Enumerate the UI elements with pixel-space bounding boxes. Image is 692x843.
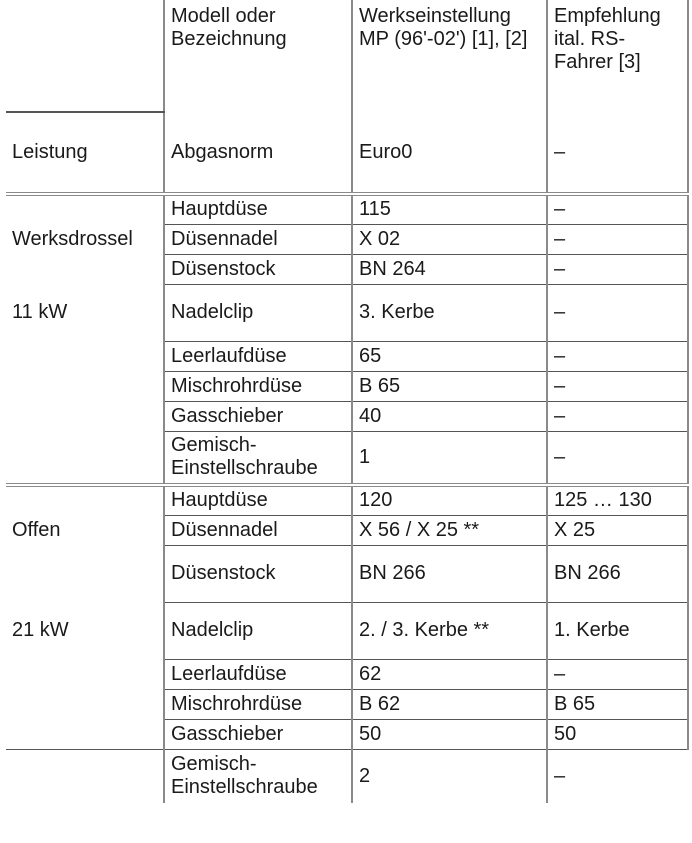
header-recommendation: Empfehlung ital. RS-Fahrer [3] — [547, 0, 688, 112]
cell-factory: B 62 — [352, 689, 547, 719]
header-factory-setting: Werkseinstellung MP (96'-02') [1], [2] — [352, 0, 547, 112]
cell-recommendation: X 25 — [547, 515, 688, 545]
header-row — [6, 0, 688, 112]
cell-recommendation: – — [547, 659, 688, 689]
table-row — [6, 659, 688, 689]
cell-name: Leerlaufdüse — [164, 659, 352, 689]
cell-recommendation: 1. Kerbe — [547, 602, 688, 659]
table-row — [6, 431, 688, 485]
table-row — [6, 401, 688, 431]
table-row-leistung — [6, 112, 688, 194]
cell-name: Nadelclip — [164, 284, 352, 341]
cell-name: Hauptdüse — [164, 485, 352, 515]
table-row — [6, 194, 688, 224]
cell-factory: 115 — [352, 194, 547, 224]
table-row — [6, 602, 688, 659]
cell-name: Düsenstock — [164, 545, 352, 602]
cell-factory: Euro0 — [352, 112, 547, 194]
cell-recommendation: 125 … 130 — [547, 485, 688, 515]
cell-recommendation: B 65 — [547, 689, 688, 719]
cell-name: Mischrohrdüse — [164, 689, 352, 719]
cell-name: Gemisch-Einstellschraube — [164, 431, 352, 485]
section-label-werksdrossel: Werksdrossel — [12, 227, 133, 250]
section-sublabel-11kw: 11 kW — [12, 301, 68, 323]
header-empty — [6, 0, 164, 112]
cell-factory: BN 264 — [352, 254, 547, 284]
table-row — [6, 749, 688, 803]
carburetor-settings-table — [6, 0, 689, 803]
cell-recommendation: – — [547, 431, 688, 485]
table-row — [6, 224, 688, 254]
cell-factory: 40 — [352, 401, 547, 431]
cell-factory: X 56 / X 25 ** — [352, 515, 547, 545]
table-row — [6, 719, 688, 749]
section-label-leistung: Leistung — [12, 141, 88, 163]
cell-factory: 1 — [352, 431, 547, 485]
cell-factory: 2 — [352, 749, 547, 803]
cell-recommendation: – — [547, 749, 688, 803]
table-row — [6, 515, 688, 545]
section-sublabel-21kw: 21 kW — [12, 619, 69, 641]
table-row — [6, 485, 688, 515]
cell-recommendation: – — [547, 254, 688, 284]
table-row — [6, 254, 688, 284]
cell-recommendation: – — [547, 224, 688, 254]
table-row — [6, 341, 688, 371]
cell-name: Leerlaufdüse — [164, 341, 352, 371]
cell-name: Gasschieber — [164, 401, 352, 431]
cell-factory: 50 — [352, 719, 547, 749]
table-row — [6, 545, 688, 602]
cell-name: Gasschieber — [164, 719, 352, 749]
cell-recommendation: BN 266 — [547, 545, 688, 602]
cell-recommendation: – — [547, 284, 688, 341]
table-row — [6, 371, 688, 401]
cell-name: Abgasnorm — [164, 112, 352, 194]
cell-recommendation: – — [547, 112, 688, 194]
cell-name: Düsenstock — [164, 254, 352, 284]
cell-factory: 120 — [352, 485, 547, 515]
section-label-offen: Offen — [12, 518, 61, 541]
cell-name: Hauptdüse — [164, 194, 352, 224]
cell-name: Gemisch-Einstellschraube — [164, 749, 352, 803]
cell-factory: 2. / 3. Kerbe ** — [352, 602, 547, 659]
cell-name: Düsennadel — [164, 224, 352, 254]
cell-recommendation: – — [547, 371, 688, 401]
cell-recommendation: 50 — [547, 719, 688, 749]
table-row — [6, 689, 688, 719]
table-row — [6, 284, 688, 341]
cell-name: Mischrohrdüse — [164, 371, 352, 401]
header-model: Modell oder Bezeichnung — [164, 0, 352, 112]
cell-factory: B 65 — [352, 371, 547, 401]
cell-recommendation: – — [547, 401, 688, 431]
cell-factory: 62 — [352, 659, 547, 689]
cell-factory: 3. Kerbe — [352, 284, 547, 341]
cell-factory: 65 — [352, 341, 547, 371]
cell-factory: X 02 — [352, 224, 547, 254]
cell-recommendation: – — [547, 341, 688, 371]
cell-factory: BN 266 — [352, 545, 547, 602]
cell-name: Nadelclip — [164, 602, 352, 659]
cell-name: Düsennadel — [164, 515, 352, 545]
cell-recommendation: – — [547, 194, 688, 224]
